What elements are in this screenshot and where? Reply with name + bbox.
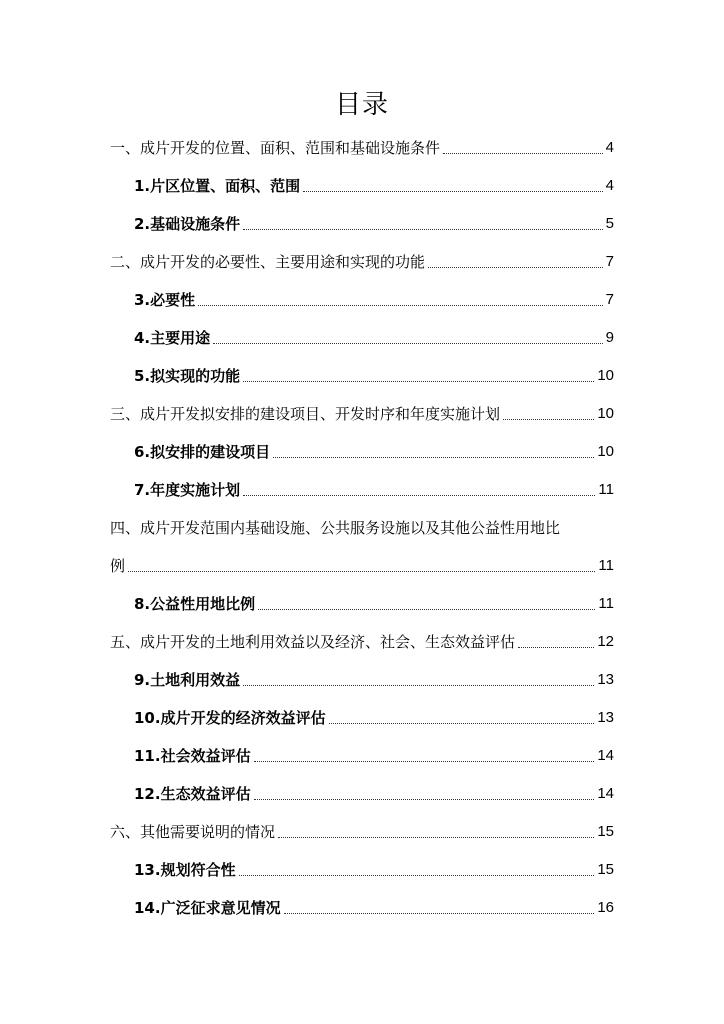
toc-page-number: 13 (597, 671, 614, 688)
toc-leader-dots (198, 305, 603, 306)
toc-entry-item-2[interactable] (134, 210, 614, 234)
toc-entry-section-2[interactable] (110, 248, 614, 272)
toc-page-number: 9 (605, 329, 614, 346)
toc-entry-label: 10.成片开发的经济效益评估 (134, 709, 326, 727)
toc-leader-dots (329, 723, 595, 724)
toc-page-number: 14 (597, 747, 614, 764)
toc-leader-dots (254, 799, 595, 800)
toc-entry-item-10[interactable] (134, 704, 614, 728)
toc-leader-dots (243, 685, 594, 686)
toc-page-number: 4 (605, 139, 614, 156)
toc-page-number: 7 (605, 253, 614, 270)
toc-entry-item-11[interactable] (134, 742, 614, 766)
toc-entry-label: 12.生态效益评估 (134, 785, 251, 803)
toc-page-number: 10 (597, 405, 614, 422)
toc-leader-dots (213, 343, 603, 344)
toc-entry-label: 13.规划符合性 (134, 861, 236, 879)
toc-entry-label: 8.公益性用地比例 (134, 595, 256, 613)
toc-entry-item-4[interactable] (134, 324, 614, 348)
toc-leader-dots (239, 875, 595, 876)
toc-entry-label: 14.广泛征求意见情况 (134, 899, 281, 917)
toc-entry-label: 一、成片开发的位置、面积、范围和基础设施条件 (110, 139, 441, 157)
toc-entry-label: 三、成片开发拟安排的建设项目、开发时序和年度实施计划 (110, 405, 501, 423)
toc-entry-section-3[interactable] (110, 400, 614, 424)
toc-entry-label: 4.主要用途 (134, 329, 211, 347)
toc-leader-dots (243, 495, 595, 496)
toc-page-number: 13 (597, 709, 614, 726)
toc-page-number: 12 (597, 633, 614, 650)
toc-entry-label: 例 (110, 557, 126, 575)
toc-entry-item-6[interactable] (134, 438, 614, 462)
toc-leader-dots (428, 267, 603, 268)
toc-entry-section-4[interactable] (110, 552, 614, 576)
toc-entry-item-12[interactable] (134, 780, 614, 804)
toc-entry-label: 六、其他需要说明的情况 (110, 823, 276, 841)
toc-entry-label: 6.拟安排的建设项目 (134, 443, 271, 461)
toc-leader-dots (254, 761, 595, 762)
toc-entry-item-14[interactable] (134, 894, 614, 918)
toc-entry-label: 2.基础设施条件 (134, 215, 241, 233)
toc-entry-label: 11.社会效益评估 (134, 747, 251, 765)
toc-page-number: 11 (598, 481, 614, 498)
toc-page-number: 16 (597, 899, 614, 916)
toc-leader-dots (303, 191, 603, 192)
toc-leader-dots (284, 913, 595, 914)
toc-entry-label: 二、成片开发的必要性、主要用途和实现的功能 (110, 253, 426, 271)
toc-entry-item-9[interactable] (134, 666, 614, 690)
toc-leader-dots (443, 153, 603, 154)
toc-entry-label: 3.必要性 (134, 291, 196, 309)
toc-leader-dots (243, 229, 603, 230)
toc-entry-item-7[interactable] (134, 476, 614, 500)
toc-page-number: 15 (597, 861, 614, 878)
toc-leader-dots (518, 647, 594, 648)
toc-page-number: 11 (598, 595, 614, 612)
toc-entry-section-5[interactable] (110, 628, 614, 652)
toc-leader-dots (243, 381, 594, 382)
toc-entry-label: 7.年度实施计划 (134, 481, 241, 499)
page-title: 目录 (334, 90, 389, 120)
toc-leader-dots (273, 457, 594, 458)
toc-leader-dots (258, 609, 595, 610)
toc-leader-dots (128, 571, 595, 572)
toc-page-number: 15 (597, 823, 614, 840)
toc-page-number: 7 (605, 291, 614, 308)
toc-page-number: 10 (597, 367, 614, 384)
toc-page-number: 10 (597, 443, 614, 460)
toc-entry-label: 5.拟实现的功能 (134, 367, 241, 385)
toc-page-number: 4 (605, 177, 614, 194)
toc-page-number: 14 (597, 785, 614, 802)
toc-leader-dots (278, 837, 594, 838)
toc-entry-item-3[interactable] (134, 286, 614, 310)
toc-entry-section-1[interactable] (110, 134, 614, 158)
toc-page-number: 11 (598, 557, 614, 574)
toc-entry-item-5[interactable] (134, 362, 614, 386)
toc-page-number: 5 (605, 215, 614, 232)
toc-entry-label: 五、成片开发的土地利用效益以及经济、社会、生态效益评估 (110, 633, 516, 651)
toc-leader-dots (503, 419, 594, 420)
toc-entry-item-8[interactable] (134, 590, 614, 614)
toc-entry-item-13[interactable] (134, 856, 614, 880)
toc-entry-label: 1.片区位置、面积、范围 (134, 177, 301, 195)
toc-entry-item-1[interactable] (134, 172, 614, 196)
toc-entry-section-6[interactable] (110, 818, 614, 842)
toc-entry-section-4-line1[interactable]: 四、成片开发范围内基础设施、公共服务设施以及其他公益性用地比 (110, 519, 561, 537)
toc-entry-label: 9.土地利用效益 (134, 671, 241, 689)
